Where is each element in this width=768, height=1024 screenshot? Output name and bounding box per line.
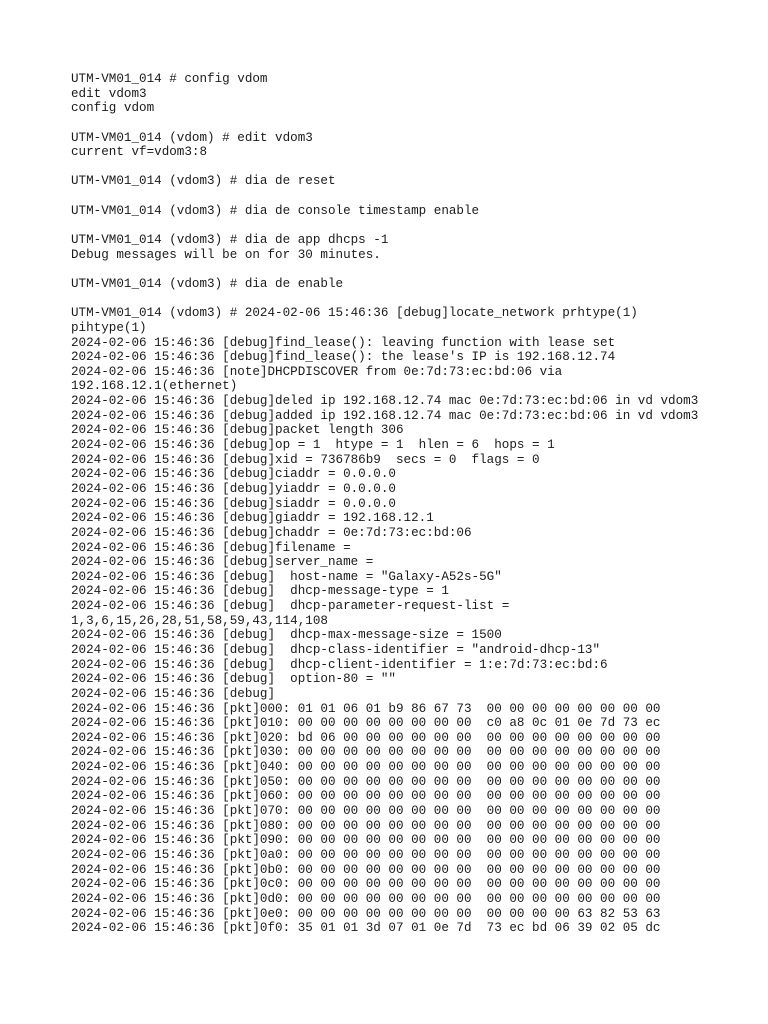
- console-line: UTM-VM01_014 (vdom3) # dia de enable: [71, 276, 344, 291]
- console-line: UTM-VM01_014 (vdom3) # dia de app dhcps -1: [71, 233, 389, 248]
- console-line: 2024-02-06 15:46:36 [debug]chaddr = 0e:7d:73:ec:bd:06: [71, 525, 472, 540]
- console-line: 2024-02-06 15:46:36 [debug]ciaddr = 0.0.0.0: [71, 467, 396, 482]
- console-line: 2024-02-06 15:46:36 [debug]xid = 736786b9 secs = 0 flags = 0: [71, 452, 540, 467]
- console-line: [71, 218, 768, 233]
- console-line: 2024-02-06 15:46:36 [pkt]0d0: 00 00 00 00 00 00 00 00 00 00 00 00 00 00 00 00: [71, 891, 661, 906]
- console-line: 2024-02-06 15:46:36 [debug] host-name = "Galaxy-A52s-5G": [71, 569, 502, 584]
- console-line: 2024-02-06 15:46:36 [debug] dhcp-client-identifier = 1:e:7d:73:ec:bd:6: [71, 657, 608, 672]
- console-line: 2024-02-06 15:46:36 [pkt]000: 01 01 06 01 b9 86 67 73 00 00 00 00 00 00 00 00: [71, 701, 661, 716]
- console-line: 2024-02-06 15:46:36 [pkt]080: 00 00 00 00 00 00 00 00 00 00 00 00 00 00 00 00: [71, 818, 661, 833]
- console-line: 2024-02-06 15:46:36 [debug] option-80 = "": [71, 672, 396, 687]
- console-line: UTM-VM01_014 # config vdom: [71, 72, 268, 86]
- console-line: 2024-02-06 15:46:36 [pkt]0c0: 00 00 00 00 00 00 00 00 00 00 00 00 00 00 00 00: [71, 877, 661, 892]
- console-line: [71, 292, 768, 307]
- console-line: [71, 189, 768, 204]
- console-line: 2024-02-06 15:46:36 [debug]op = 1 htype = 1 hlen = 6 hops = 1: [71, 438, 555, 453]
- console-line: 2024-02-06 15:46:36 [pkt]0f0: 35 01 01 3d 07 01 0e 7d 73 ec bd 06 39 02 05 dc: [71, 921, 661, 936]
- console-line: UTM-VM01_014 (vdom3) # dia de console timestamp enable: [71, 203, 480, 218]
- console-line: 2024-02-06 15:46:36 [pkt]030: 00 00 00 00 00 00 00 00 00 00 00 00 00 00 00 00: [71, 745, 661, 760]
- console-line: 2024-02-06 15:46:36 [debug] dhcp-parameter-request-list =: [71, 599, 510, 614]
- console-line: 2024-02-06 15:46:36 [pkt]050: 00 00 00 00 00 00 00 00 00 00 00 00 00 00 00 00: [71, 774, 661, 789]
- console-line: 2024-02-06 15:46:36 [debug]: [71, 686, 276, 701]
- console-line: 2024-02-06 15:46:36 [debug]packet length 306: [71, 423, 404, 438]
- console-line: 2024-02-06 15:46:36 [debug] dhcp-class-identifier = "android-dhcp-13": [71, 642, 601, 657]
- console-line: edit vdom3: [71, 86, 147, 101]
- console-line: 2024-02-06 15:46:36 [pkt]070: 00 00 00 00 00 00 00 00 00 00 00 00 00 00 00 00: [71, 804, 661, 819]
- console-line: 2024-02-06 15:46:36 [debug]deled ip 192.168.12.74 mac 0e:7d:73:ec:bd:06 in vd vdom3: [71, 394, 699, 409]
- console-line: 2024-02-06 15:46:36 [pkt]0b0: 00 00 00 00 00 00 00 00 00 00 00 00 00 00 00 00: [71, 862, 661, 877]
- console-line: 2024-02-06 15:46:36 [pkt]020: bd 06 00 00 00 00 00 00 00 00 00 00 00 00 00 00: [71, 730, 661, 745]
- console-line: 2024-02-06 15:46:36 [pkt]0a0: 00 00 00 00 00 00 00 00 00 00 00 00 00 00 00 00: [71, 847, 661, 862]
- console-line: 2024-02-06 15:46:36 [debug]added ip 192.168.12.74 mac 0e:7d:73:ec:bd:06 in vd vdom3: [71, 408, 699, 423]
- console-line: [71, 160, 768, 175]
- console-line: [71, 262, 768, 277]
- console-line: config vdom: [71, 101, 155, 116]
- console-line: 2024-02-06 15:46:36 [debug] dhcp-message-type = 1: [71, 584, 449, 599]
- console-line: UTM-VM01_014 (vdom) # edit vdom3: [71, 130, 313, 145]
- console-line: Debug messages will be on for 30 minutes.: [71, 247, 381, 262]
- console-line: 2024-02-06 15:46:36 [pkt]060: 00 00 00 00 00 00 00 00 00 00 00 00 00 00 00 00: [71, 789, 661, 804]
- console-line: 2024-02-06 15:46:36 [debug]find_lease(): the lease's IP is 192.168.12.74: [71, 350, 616, 365]
- console-line: pihtype(1): [71, 320, 147, 335]
- console-line: current vf=vdom3:8: [71, 145, 208, 160]
- console-line: 2024-02-06 15:46:36 [debug]giaddr = 192.168.12.1: [71, 511, 434, 526]
- console-line: 2024-02-06 15:46:36 [note]DHCPDISCOVER from 0e:7d:73:ec:bd:06 via: [71, 364, 563, 379]
- console-line: 2024-02-06 15:46:36 [debug]yiaddr = 0.0.0.0: [71, 481, 396, 496]
- console-line: 192.168.12.1(ethernet): [71, 379, 238, 394]
- console-line: 2024-02-06 15:46:36 [pkt]090: 00 00 00 00 00 00 00 00 00 00 00 00 00 00 00 00: [71, 833, 661, 848]
- console-line: 2024-02-06 15:46:36 [pkt]0e0: 00 00 00 00 00 00 00 00 00 00 00 00 63 82 53 63: [71, 906, 661, 921]
- console-line: 2024-02-06 15:46:36 [debug]siaddr = 0.0.0.0: [71, 496, 396, 511]
- console-line: 2024-02-06 15:46:36 [pkt]040: 00 00 00 00 00 00 00 00 00 00 00 00 00 00 00 00: [71, 760, 661, 775]
- console-line: 2024-02-06 15:46:36 [debug]server_name =: [71, 555, 374, 570]
- console-line: UTM-VM01_014 (vdom3) # 2024-02-06 15:46:36 [debug]locate_network prhtype(1): [71, 306, 638, 321]
- console-log-text: [71, 72, 768, 936]
- console-line: 2024-02-06 15:46:36 [debug] dhcp-max-message-size = 1500: [71, 628, 502, 643]
- console-line: 2024-02-06 15:46:36 [pkt]010: 00 00 00 00 00 00 00 00 c0 a8 0c 01 0e 7d 73 ec: [71, 716, 661, 731]
- console-line: 2024-02-06 15:46:36 [debug]find_lease(): leaving function with lease set: [71, 335, 616, 350]
- console-line: 1,3,6,15,26,28,51,58,59,43,114,108: [71, 613, 328, 628]
- console-line: 2024-02-06 15:46:36 [debug]filename =: [71, 540, 351, 555]
- console-line: UTM-VM01_014 (vdom3) # dia de reset: [71, 174, 336, 189]
- console-line: [71, 116, 768, 131]
